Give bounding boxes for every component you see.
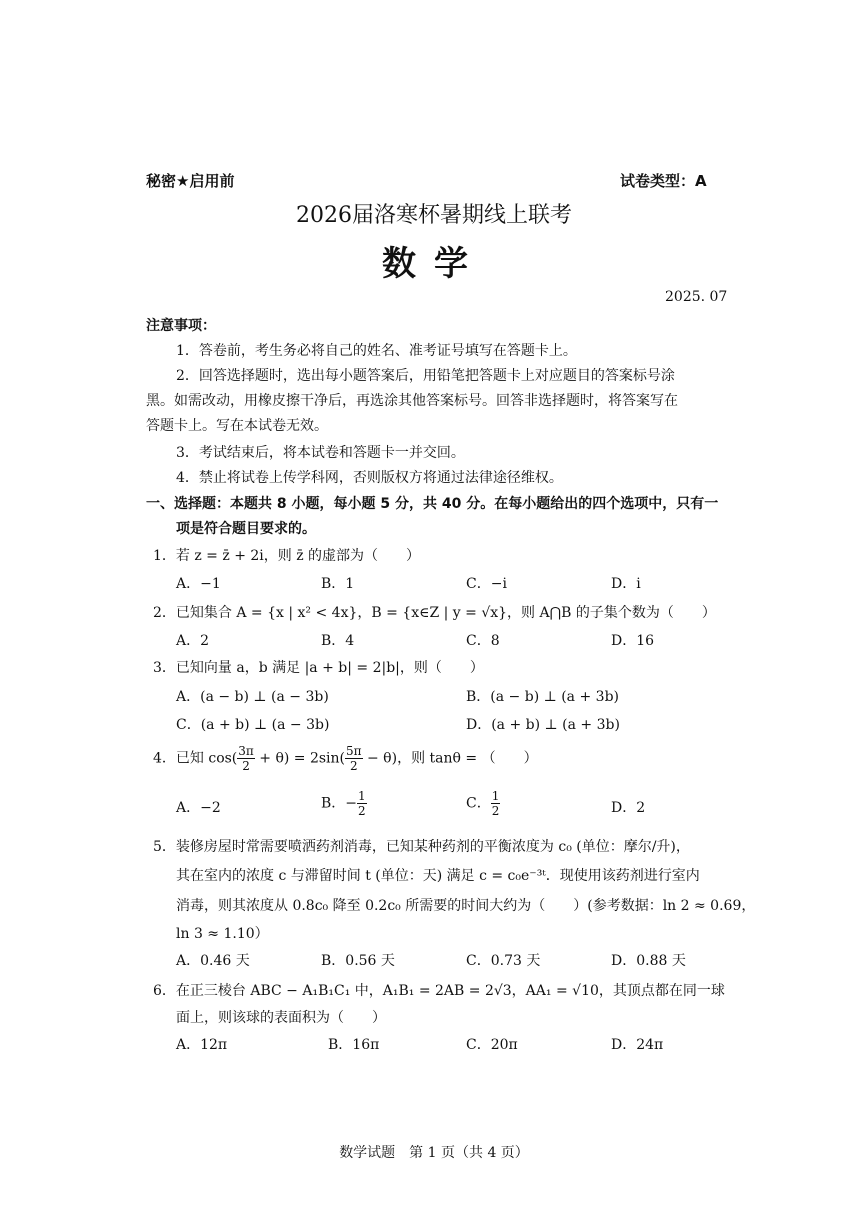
question-4-option-b: B．− $\frac{1}{2}$	[321, 789, 366, 818]
note-item-4: 4．禁止将试卷上传学科网，否则版权方将通过法律途径维权。	[176, 470, 563, 486]
question-2-option-a: A．2	[176, 633, 210, 649]
question-1-option-a: A．−1	[176, 576, 221, 592]
question-6-line-2: 面上，则该球的表面积为（ ）	[176, 1010, 386, 1026]
section-heading-line-1: 一、选择题：本题共 8 小题，每小题 5 分，共 40 分。在每小题给出的四个选项中，只有一	[146, 496, 719, 512]
note-item-1: 1．答卷前，考生务必将自己的姓名、准考证号填写在答题卡上。	[176, 343, 577, 359]
page-footer: 数学试题 第 1 页（共 4 页）	[339, 1145, 529, 1161]
question-3-option-a: A．(a − b) ⊥ (a − 3b)	[176, 689, 329, 705]
question-4-stem-post: − θ)，则 tanθ = （ ）	[362, 750, 538, 767]
note-item-2-line-2: 黑。如需改动，用橡皮擦干净后，再选涂其他答案标号。回答非选择题时，将答案写在	[146, 393, 678, 409]
question-1-option-c: C．−i	[466, 576, 507, 592]
fraction-1-over-2: $\frac{1}{2}$	[358, 789, 366, 818]
question-6-option-d: D．24π	[611, 1037, 664, 1053]
question-6-option-b: B．16π	[328, 1037, 380, 1053]
fraction-1-over-2: $\frac{1}{2}$	[491, 789, 500, 818]
question-5-line-3: 消毒，则其浓度从 0.8c₀ 降至 0.2c₀ 所需要的时间大约为（ ）(参考数据：ln 2 ≈ 0.69，	[176, 898, 756, 914]
question-6-option-c: C．20π	[466, 1037, 518, 1053]
question-5-option-b: B．0.56 天	[321, 953, 395, 969]
confidential-label: 秘密★启用前	[146, 172, 235, 190]
question-3-option-b: B．(a − b) ⊥ (a + 3b)	[466, 689, 619, 705]
question-4-stem-mid: + θ) = 2sin(	[254, 750, 346, 767]
question-2-option-b: B．4	[321, 633, 355, 649]
question-2-option-c: C．8	[466, 633, 500, 649]
question-2-stem: 2．已知集合 A = {x | x² < 4x}，B = {x∈Z | y = √x}，则 A⋂B 的子集个数为（ ）	[153, 605, 716, 621]
exam-date: 2025. 07	[665, 289, 728, 305]
question-4-stem	[153, 744, 538, 773]
section-heading-line-2: 项是符合题目要求的。	[176, 521, 316, 537]
question-1-option-b: B．1	[321, 576, 355, 592]
question-6-option-a: A．12π	[176, 1037, 228, 1053]
subject-title: 数学	[382, 244, 486, 284]
note-item-3: 3．考试结束后，将本试卷和答题卡一并交回。	[176, 445, 465, 461]
question-3-option-c: C．(a + b) ⊥ (a − 3b)	[176, 717, 330, 733]
question-5-line-2: 其在室内的浓度 c 与滞留时间 t (单位：天) 满足 c = c₀e⁻³ᵗ．现使用该药剂进行室内	[176, 868, 700, 884]
question-3-option-d: D．(a + b) ⊥ (a + 3b)	[466, 717, 620, 733]
question-2-option-d: D．16	[611, 633, 655, 649]
fraction-3pi-over-2: $\frac{3\pi}{2}$	[238, 744, 254, 773]
question-5-line-4: ln 3 ≈ 1.10）	[176, 926, 269, 942]
paper-type-label: 试卷类型：A	[620, 172, 707, 190]
question-5-option-c: C．0.73 天	[466, 953, 541, 969]
note-item-2-line-3: 答题卡上。写在本试卷无效。	[146, 418, 328, 434]
question-4-option-d: D．2	[611, 800, 646, 816]
question-4-option-c: C． $\frac{1}{2}$	[466, 789, 500, 818]
question-1-stem: 1．若 z = z̄ + 2i，则 z̄ 的虚部为（ ）	[153, 548, 421, 564]
question-5-option-a: A．0.46 天	[176, 953, 250, 969]
question-1-option-d: D．i	[611, 576, 641, 592]
exam-title: 2026届洛寒杯暑期线上联考	[296, 203, 572, 228]
question-4-option-a: A．−2	[176, 800, 221, 816]
question-6-line-1: 6．在正三棱台 ABC − A₁B₁C₁ 中，A₁B₁ = 2AB = 2√3，AA₁ = √10，其顶点都在同一球	[153, 983, 725, 999]
question-4-stem-pre: 4．已知 cos(	[153, 750, 238, 767]
notes-heading: 注意事项：	[146, 318, 216, 334]
fraction-5pi-over-2: $\frac{5\pi}{2}$	[346, 744, 362, 773]
note-item-2-line-1: 2．回答选择题时，选出每小题答案后，用铅笔把答题卡上对应题目的答案标号涂	[176, 368, 675, 384]
question-3-stem: 3．已知向量 a，b 满足 |a + b| = 2|b|，则（ ）	[153, 660, 484, 676]
question-5-line-1: 5．装修房屋时常需要喷洒药剂消毒，已知某种药剂的平衡浓度为 c₀ (单位：摩尔/升)，	[153, 839, 690, 855]
question-5-option-d: D．0.88 天	[611, 953, 686, 969]
